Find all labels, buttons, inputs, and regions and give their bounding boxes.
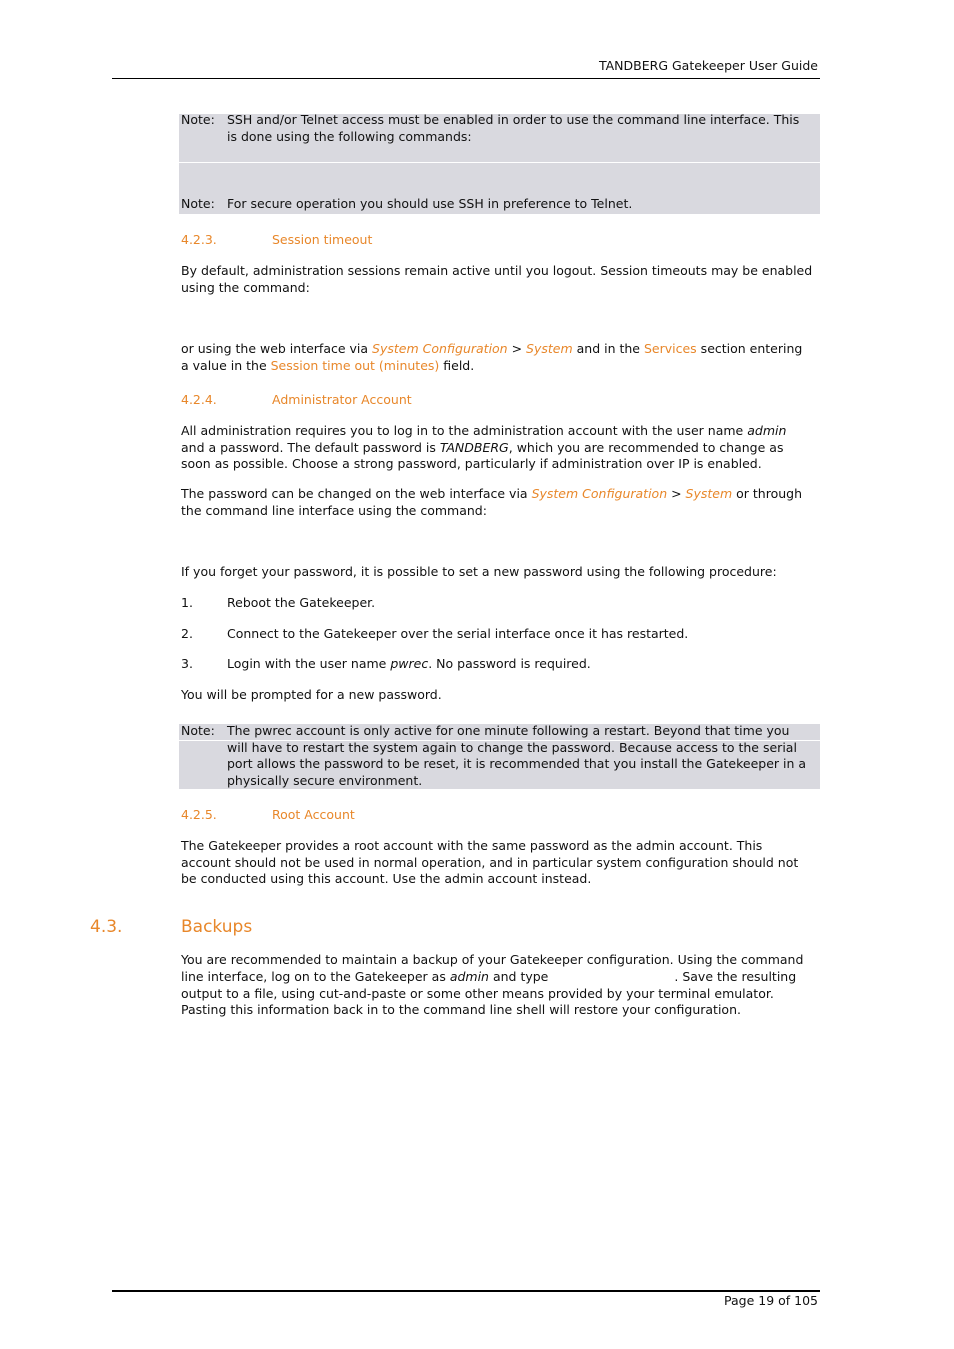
note-label: Note:	[181, 196, 215, 211]
link-services[interactable]: Services	[643, 341, 697, 356]
heading-number: 4.3.	[90, 917, 123, 937]
paragraph: The password can be changed on the web interface via System Configuration > System or through the command line interface using the command:	[181, 486, 803, 518]
link-system[interactable]: System	[526, 341, 573, 356]
section-title: Root Account	[272, 807, 355, 822]
link-session-timeout[interactable]: Session time out (minutes)	[270, 357, 440, 373]
paragraph: or using the web interface via System Configuration > System and in the Services section entering a value in the Session time out (minutes) field.	[181, 341, 803, 373]
header-title: TANDBERG Gatekeeper User Guide	[598, 58, 818, 73]
note-label: Note:	[181, 723, 215, 738]
paragraph: You will be prompted for a new password.	[181, 687, 442, 702]
note-label: Note:	[181, 112, 215, 127]
header-rule	[112, 78, 820, 79]
note-text: For secure operation you should use SSH in preference to Telnet.	[227, 196, 633, 211]
list-item: Reboot the Gatekeeper.	[227, 595, 376, 610]
page-number: Page 19 of 105	[724, 1293, 818, 1308]
note-text: SSH and/or Telnet access must be enabled in order to use the command line interface. This is done using the following commands:	[227, 112, 800, 144]
section-number: 4.2.3.	[181, 232, 217, 247]
paragraph: By default, administration sessions remain active until you logout. Session timeouts may be enabled using the command:	[181, 263, 813, 295]
note-text: The pwrec account is only active for one minute following a restart. Beyond that time you will have to restart the system again to change the password. Because access to the serial port allows the password to be reset, it is recommended that you install the Gatekeeper in a physically secure environment.	[227, 723, 807, 788]
list-item: Connect to the Gatekeeper over the serial interface once it has restarted.	[227, 626, 689, 641]
footer-rule	[112, 1290, 820, 1292]
list-item-number: 1.	[181, 595, 193, 610]
heading-title: Backups	[181, 917, 253, 937]
paragraph: You are recommended to maintain a backup of your Gatekeeper configuration. Using the command line interface, log on to the Gatekeeper as admin and type . Save the resulting output to a file, using cut-and-paste or some other means provided by your terminal emulator. Pasting this information back in to the command line shell will restore your configuration.	[181, 952, 804, 1018]
link-system[interactable]: System	[685, 486, 733, 501]
paragraph: The Gatekeeper provides a root account with the same password as the admin account. This account should not be used in normal operation, and in particular system configuration should not be conducted using this account. Use the admin account instead.	[181, 838, 799, 886]
link-system-configuration[interactable]: System Configuration	[372, 341, 508, 356]
note-divider	[179, 162, 820, 163]
section-title: Administrator Account	[272, 392, 412, 407]
section-number: 4.2.4.	[181, 392, 217, 407]
section-title: Session timeout	[272, 232, 373, 247]
list-item: Login with the user name pwrec. No password is required.	[227, 656, 591, 671]
list-item-number: 2.	[181, 626, 193, 641]
link-system-configuration[interactable]: System Configuration	[531, 486, 668, 501]
list-item-number: 3.	[181, 656, 193, 671]
paragraph: If you forget your password, it is possible to set a new password using the following procedure:	[181, 564, 777, 579]
section-number: 4.2.5.	[181, 807, 217, 822]
paragraph: All administration requires you to log in to the administration account with the user name admin and a password. The default password is TANDBERG, which you are recommended to change as soon as possible. Choose a strong password, particularly if administration over IP is enabled.	[181, 423, 787, 471]
